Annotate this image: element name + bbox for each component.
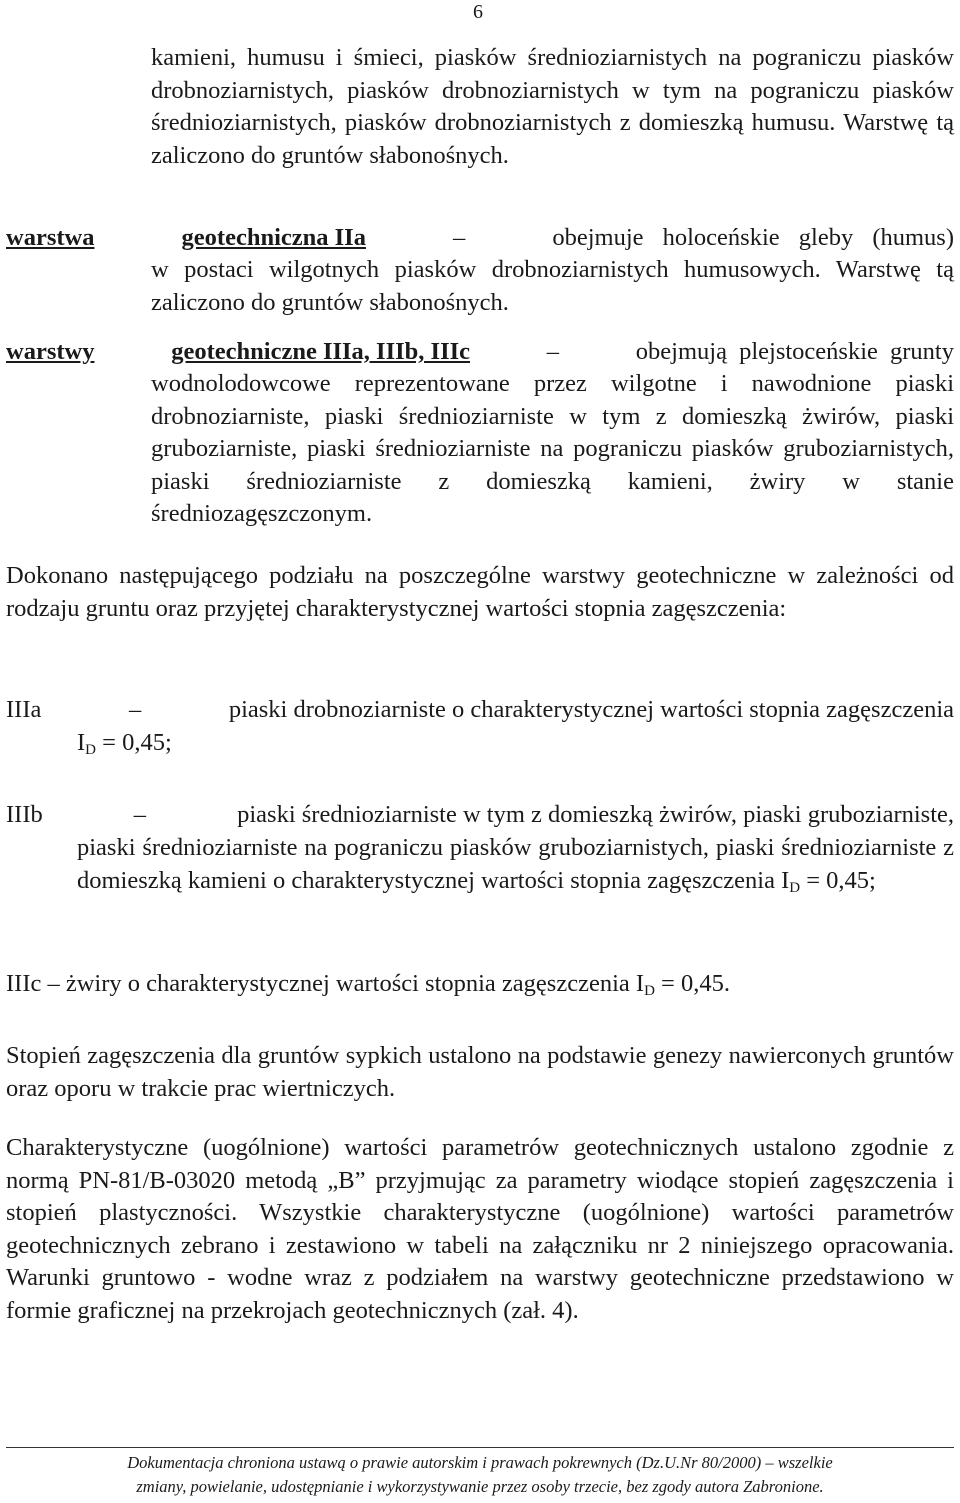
layer-iii-dash: – <box>546 338 560 365</box>
parameters-paragraph: Charakterystyczne (uogólnione) wartości parametrów geotechnicznych ustalono zgodnie z normą PN-81/B-03020 metodą „B” przyjmując za parametry wiodące stopień zagęszczenia i stopień plastyczności. Wszystkie charakterystyczne (uogólnione) wartości parametrów geotechnicznych zebrano i zestawiono w tabeli na załączniku nr 2 niniejszego opracowania. Warunki gruntowo - wodne wraz z podziałem na warstwy geotechniczne przedstawiono w formie graficznej na przekrojach geotechnicznych (zał. 4). <box>6 1134 954 1324</box>
footer-line-2: zmiany, powielanie, udostępnianie i wykorzystywanie przez osoby trzecie, bez zgody autora Zabronione. <box>136 1477 824 1496</box>
item-iiic-dash: – <box>47 970 60 997</box>
item-iiib-first-line <box>6 799 954 832</box>
item-iiia-label: IIIa <box>6 696 42 723</box>
layer-iia-heading: geotechniczna IIa <box>181 224 366 251</box>
intro-continuation: kamieni, humusu i śmieci, piasków średnioziarnistych na pograniczu piasków drobnoziarnistych, piasków drobnoziarnistych w tym na pograniczu piasków średnioziarnistych, piasków drobnoziarnistych z domieszką humusu. Warstwę tą zaliczono do gruntów słabonośnych. <box>151 44 954 169</box>
page-number: 6 <box>473 1 483 23</box>
layer-iia-dash: – <box>453 224 466 251</box>
item-iiic-value: = 0,45. <box>661 970 730 997</box>
item-iiic <box>6 968 954 1001</box>
item-iiia-text: piaski drobnoziarniste o charakterystycznej wartości stopnia zagęszczenia <box>228 696 954 723</box>
footer-line-1: Dokumentacja chroniona ustawą o prawie autorskim i prawach pokrewnych (Dz.U.Nr 80/2000) – wszelkie <box>127 1453 833 1472</box>
item-iiia-formula <box>77 727 954 760</box>
item-iiic-text: żwiry o charakterystycznej wartości stopnia zagęszczenia <box>65 970 630 997</box>
layer-iii-heading: geotechniczne IIIa, IIIb, IIIc <box>171 338 471 365</box>
item-iiib-subscript: D <box>789 879 801 896</box>
layer-iia-body: w postaci wilgotnych piasków drobnoziarnistych humusowych. Warstwę tą zaliczono do gruntów słabonośnych. <box>151 256 954 316</box>
item-iiia-subscript: D <box>85 742 97 758</box>
item-iiia-dash: – <box>128 696 142 723</box>
footer-note <box>6 1451 954 1499</box>
layer-iii-first-line-rest: obejmują plejstoceńskie grunty <box>635 338 954 365</box>
division-paragraph: Dokonano następującego podziału na poszczególne warstwy geotechniczne w zależności od rodzaju gruntu oraz przyjętej charakterystycznej wartości stopnia zagęszczenia: <box>6 562 954 622</box>
layer-iia-first-line <box>6 222 954 255</box>
item-iiib-dash: – <box>133 801 147 828</box>
item-iiib-symbol: I <box>781 866 790 894</box>
item-iiic-label: IIIc <box>6 970 42 997</box>
item-iiib-first-line-text: piaski średnioziarniste w tym z domieszką żwirów, piaski gruboziarniste, <box>237 801 954 828</box>
item-iiib-label: IIIb <box>6 801 43 828</box>
layer-iii-term: warstwy <box>6 338 95 365</box>
item-iiia-value: = 0,45; <box>102 729 172 756</box>
item-iiib-body-text: piaski średnioziarniste na pograniczu piasków gruboziarnistych, piaski średnioziarniste z domieszką kamieni o charakterystycznej wartości stopnia zagęszczenia <box>77 834 954 894</box>
item-iiia-symbol: I <box>77 729 86 756</box>
item-iiia-first-line <box>6 694 954 727</box>
item-iiib-body <box>77 832 954 897</box>
layer-iii-body: wodnolodowcowe reprezentowane przez wilgotne i nawodnione piaski drobnoziarniste, piaski średnioziarniste w tym z domieszką żwirów, piaski gruboziarniste, piaski średnioziarniste na pograniczu piasków gruboziarnistych, piaski średnioziarniste z domieszką kamieni, żwiry w stanie średniozagęszczonym. <box>151 370 954 527</box>
item-iiib-value: = 0,45; <box>806 866 876 894</box>
layer-iia-first-line-rest: obejmuje holoceńskie gleby (humus) <box>552 224 954 251</box>
layer-iii-first-line <box>6 336 954 369</box>
footer-rule <box>6 1447 954 1448</box>
density-paragraph: Stopień zagęszczenia dla gruntów sypkich ustalono na podstawie genezy nawierconych gruntów oraz oporu w trakcie prac wiertniczych. <box>6 1042 954 1102</box>
layer-iia-term: warstwa <box>6 224 95 251</box>
item-iiic-symbol: I <box>635 970 645 997</box>
item-iiic-subscript: D <box>644 983 655 999</box>
